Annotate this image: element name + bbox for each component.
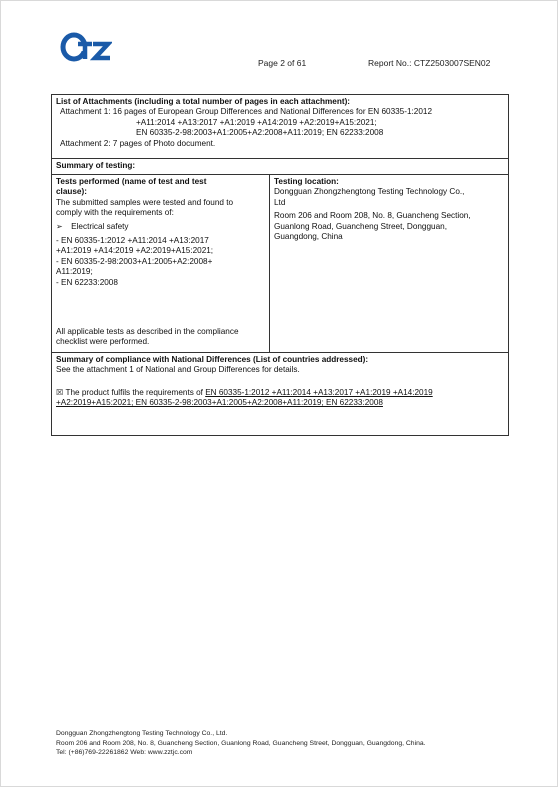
standard-1b: +A1:2019 +A14:2019 +A2:2019+A15:2021; (56, 246, 214, 256)
attachments-heading: List of Attachments (including a total number of pages in each attachment): (56, 97, 351, 106)
attachment-1-line3: EN 60335-2-98:2003+A1:2005+A2:2008+A11:2019; EN 62233:2008 (136, 128, 384, 138)
fulfils-prefix: The product fulfils the requirements of (65, 387, 206, 397)
ctz-logo (60, 30, 112, 64)
testing-columns (52, 175, 508, 353)
fulfils-standards-2: +A2:2019+A15:2021; EN 60335-2-98:2003+A1:2005+A2:2008+A11:2019; EN 62233:2008 (56, 398, 383, 408)
address-line-2: Guanlong Road, Guancheng Street, Dongguan, (274, 221, 447, 231)
attachment-1-line: Attachment 1: 16 pages of European Group Differences and National Differences for EN 60335-1:2012 (60, 107, 433, 117)
tests-performed-column (52, 175, 270, 352)
all-tests-line-1: All applicable tests as described in the compliance (56, 327, 239, 336)
submitted-text-1: The submitted samples were tested and found to (56, 197, 234, 207)
standard-3: - EN 62233:2008 (56, 277, 118, 287)
all-tests-line-2: checklist were performed. (56, 337, 150, 347)
footer-address: Room 206 and Room 208, No. 8, Guancheng Section, Guanlong Road, Guancheng Street, Dongguan, Guangdong, China. (56, 739, 426, 747)
attachments-section (52, 95, 508, 159)
tests-heading-1: Tests performed (name of test and test (56, 177, 207, 186)
compliance-section (52, 353, 508, 435)
footer-contact: Tel: (+86)769-22261862 Web: www.zztjc.com (56, 749, 193, 757)
fulfils-standards-1: EN 60335-1:2012 +A11:2014 +A13:2017 +A1:2019 +A14:2019 (205, 387, 433, 397)
attachment-2-line: Attachment 2: 7 pages of Photo document. (60, 138, 216, 148)
location-line-2: Ltd (274, 197, 286, 207)
all-tests-text (56, 327, 239, 348)
address-line-1: Room 206 and Room 208, No. 8, Guancheng Section, (274, 211, 471, 221)
standard-2a: - EN 60335-2-98:2003+A1:2005+A2:2008+ (56, 256, 213, 266)
summary-testing-heading: Summary of testing: (56, 161, 136, 170)
checked-checkbox-icon: ☒ (56, 387, 64, 397)
compliance-fulfils-line (56, 388, 504, 398)
compliance-see-text: See the attachment 1 of National and Group Differences for details. (56, 365, 300, 375)
summary-table (51, 94, 509, 436)
report-number: Report No.: CTZ2503007SEN02 (368, 58, 491, 68)
standard-1a: - EN 60335-1:2012 +A11:2014 +A13:2017 (56, 236, 209, 246)
submitted-text-2: comply with the requirements of: (56, 208, 174, 218)
arrow-bullet-icon: ➢ (56, 221, 63, 231)
tests-heading-2: clause): (56, 187, 87, 197)
testing-location-column (270, 175, 508, 352)
location-line-1: Dongguan Zhongzhengtong Testing Technology Co., (274, 187, 465, 197)
footer-company: Dongguan Zhongzhengtong Testing Technology Co., Ltd. (56, 730, 228, 737)
page-footer (56, 729, 426, 758)
summary-testing-heading-row (52, 159, 508, 175)
testing-location-heading: Testing location: (274, 177, 339, 186)
address-line-3: Guangdong, China (274, 232, 343, 242)
compliance-heading: Summary of compliance with National Differences (List of countries addressed): (56, 355, 369, 364)
electrical-safety-label: Electrical safety (71, 221, 129, 231)
page-number: Page 2 of 61 (258, 58, 307, 68)
electrical-safety-item (56, 222, 265, 232)
standard-2b: A11:2019; (56, 267, 93, 277)
attachment-1-line2: +A11:2014 +A13:2017 +A1:2019 +A14:2019 +A2:2019+A15:2021; (136, 117, 377, 127)
